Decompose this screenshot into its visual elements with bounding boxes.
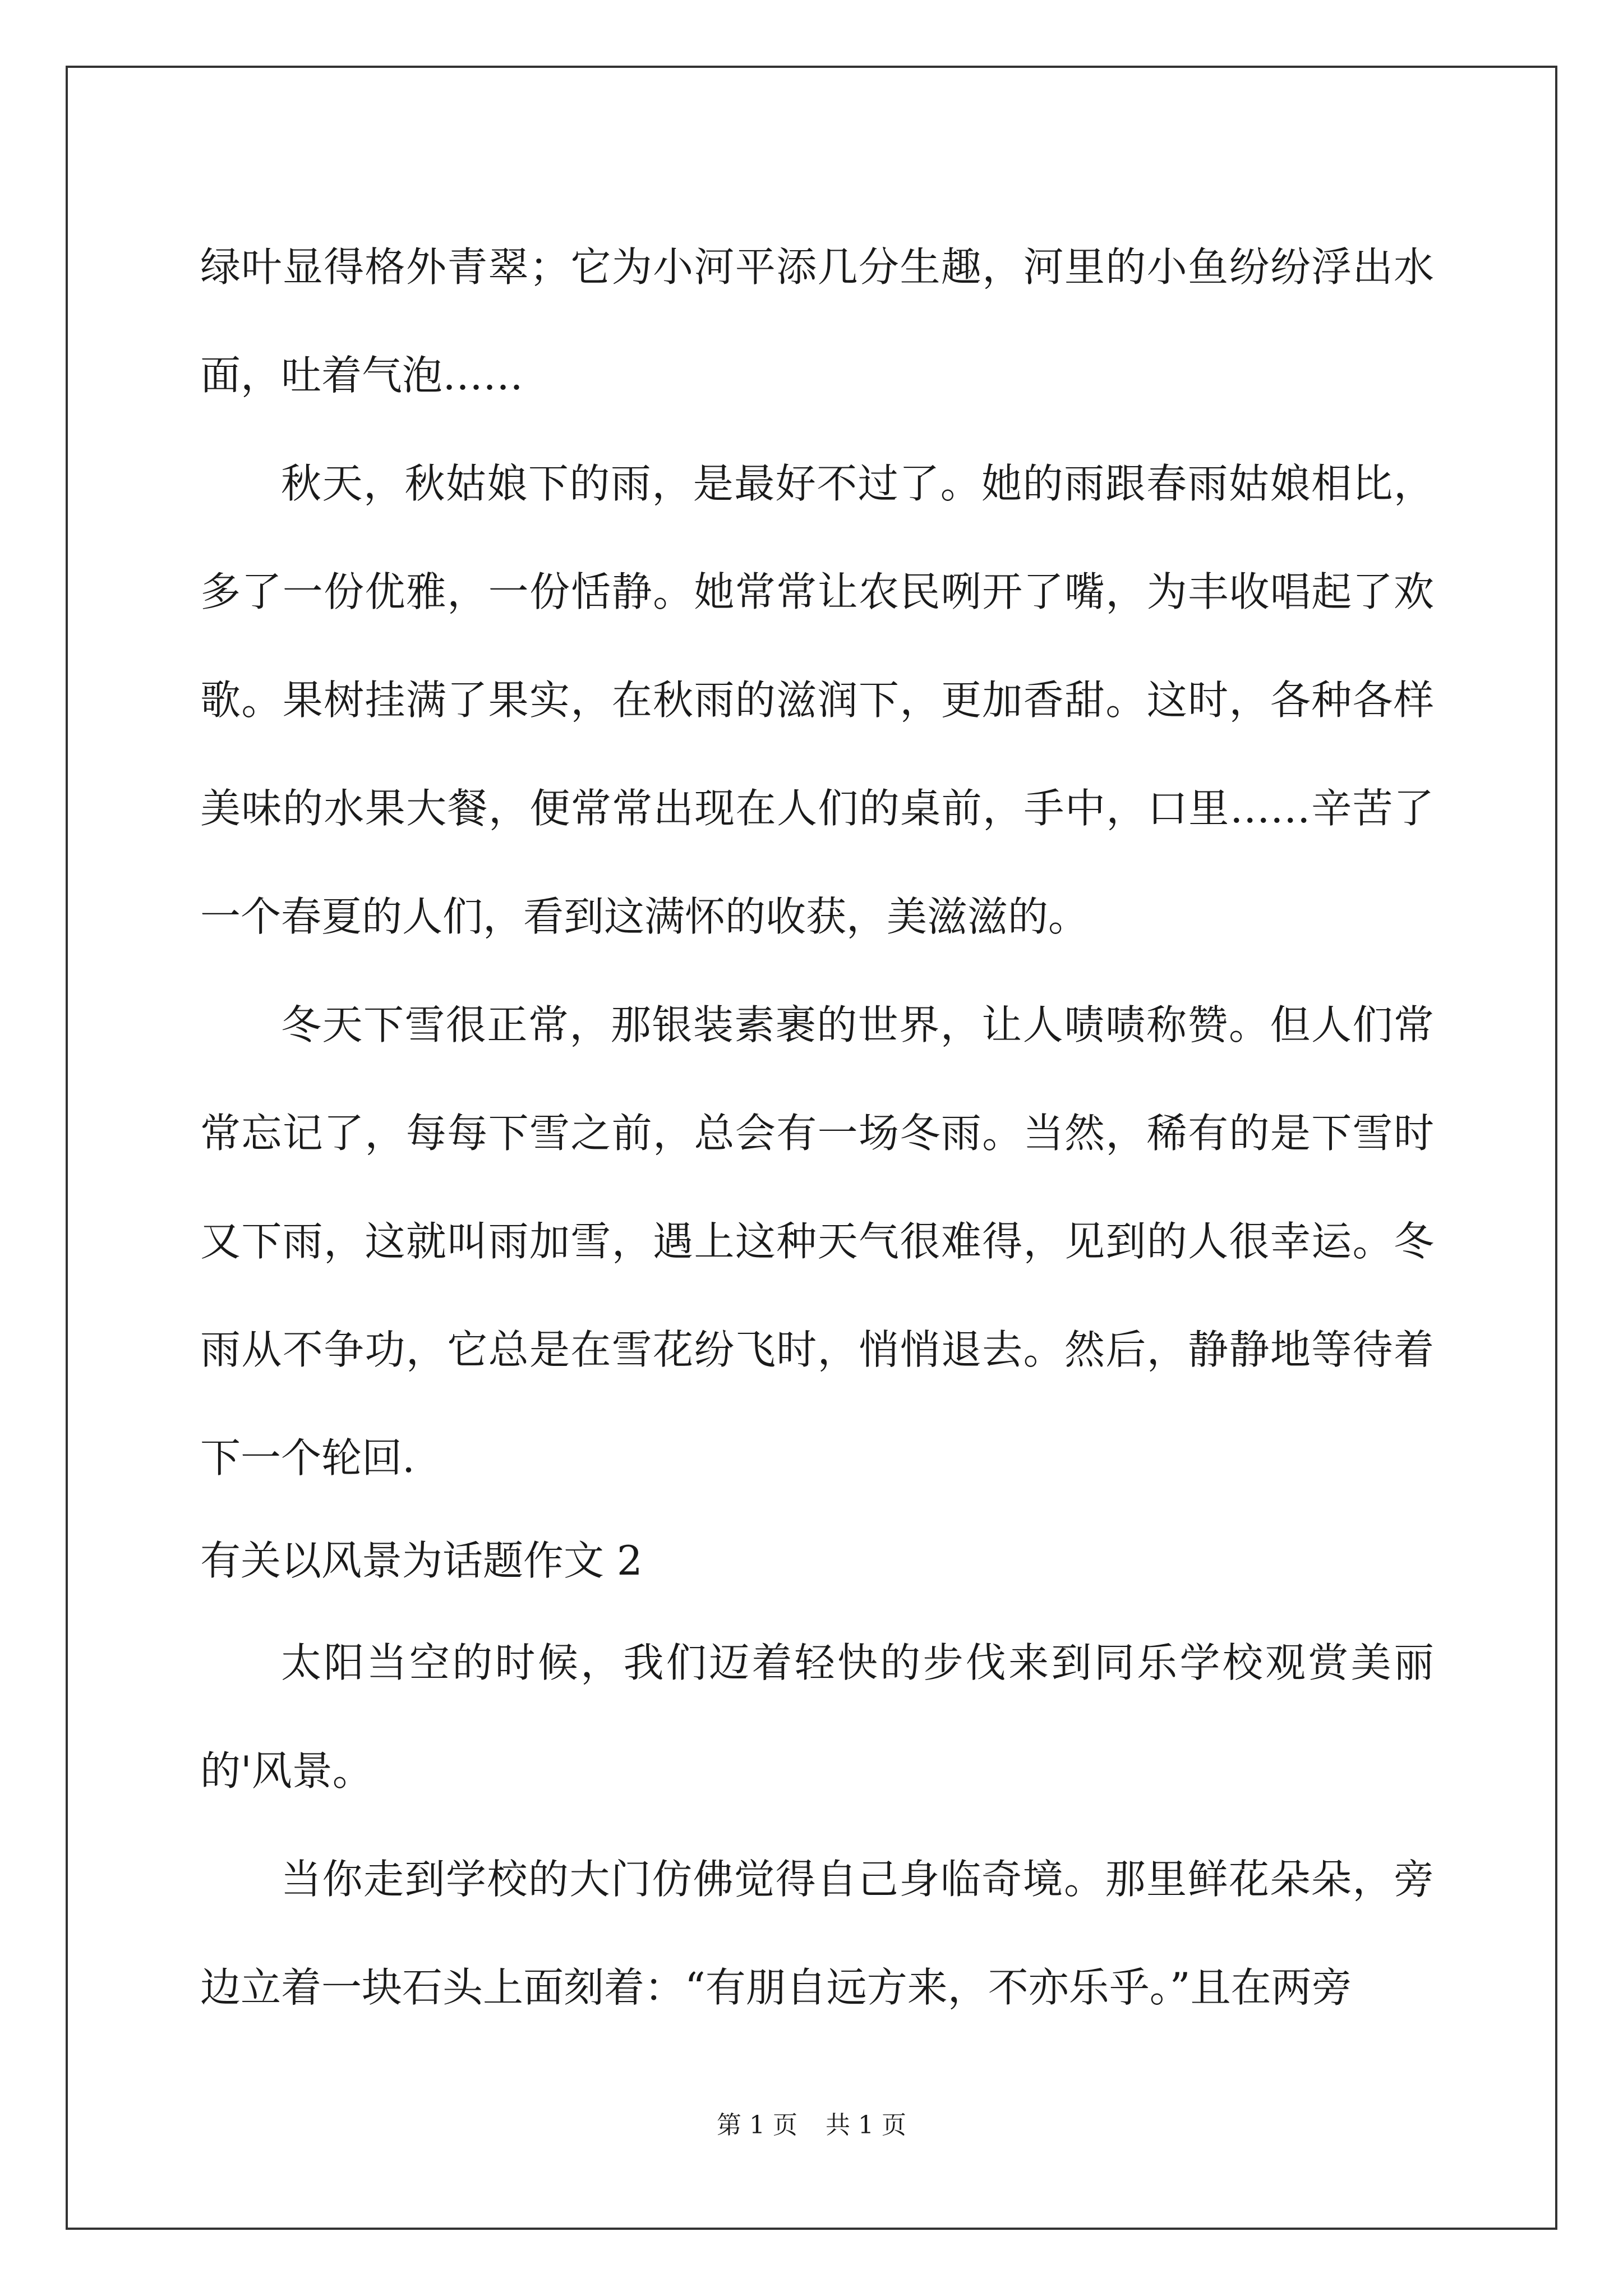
section-heading: 有关以风景为话题作文 2 — [200, 1537, 643, 1584]
paragraph-sun: 太阳当空的时候，我们迈着轻快的步伐来到同乐学校观赏美丽的'风景。 — [200, 1639, 1434, 1795]
document-body — [200, 213, 1434, 2042]
page-footer — [0, 2105, 1623, 2141]
paragraph-winter: 冬天下雪很正常，那银装素裹的世界，让人啧啧称赞。但人们常常忘记了，每每下雪之前，总会有一场冬雨。当然，稀有的是下雪时又下雨，这就叫雨加雪，遇上这种天气很难得，见到的人很幸运。冬雨从不争功，它总是在雪花纷飞时，悄悄退去。然后，静静地等待着下一个轮回. — [200, 1001, 1434, 1481]
paragraph-school-gate: 当你走到学校的大门仿佛觉得自己身临奇境。那里鲜花朵朵，旁边立着一块石头上面刻着：“有朋自远方来，不亦乐乎。”且在两旁 — [200, 1856, 1434, 2011]
page-number-current: 第 1 页 — [717, 2111, 797, 2139]
paragraph-continuation: 绿叶显得格外青翠；它为小河平添几分生趣，河里的小鱼纷纷浮出水面，吐着气泡…… — [200, 243, 1434, 399]
page-number-total: 共 1 页 — [826, 2111, 906, 2139]
paragraph-autumn: 秋天，秋姑娘下的雨，是最好不过了。她的雨跟春雨姑娘相比，多了一份优雅，一份恬静。她常常让农民咧开了嘴，为丰收唱起了欢歌。果树挂满了果实，在秋雨的滋润下，更加香甜。这时，各种各样美味的水果大餐，便常常出现在人们的桌前，手中，口里……辛苦了一个春夏的人们，看到这满怀的收获，美滋滋的。 — [200, 460, 1434, 940]
